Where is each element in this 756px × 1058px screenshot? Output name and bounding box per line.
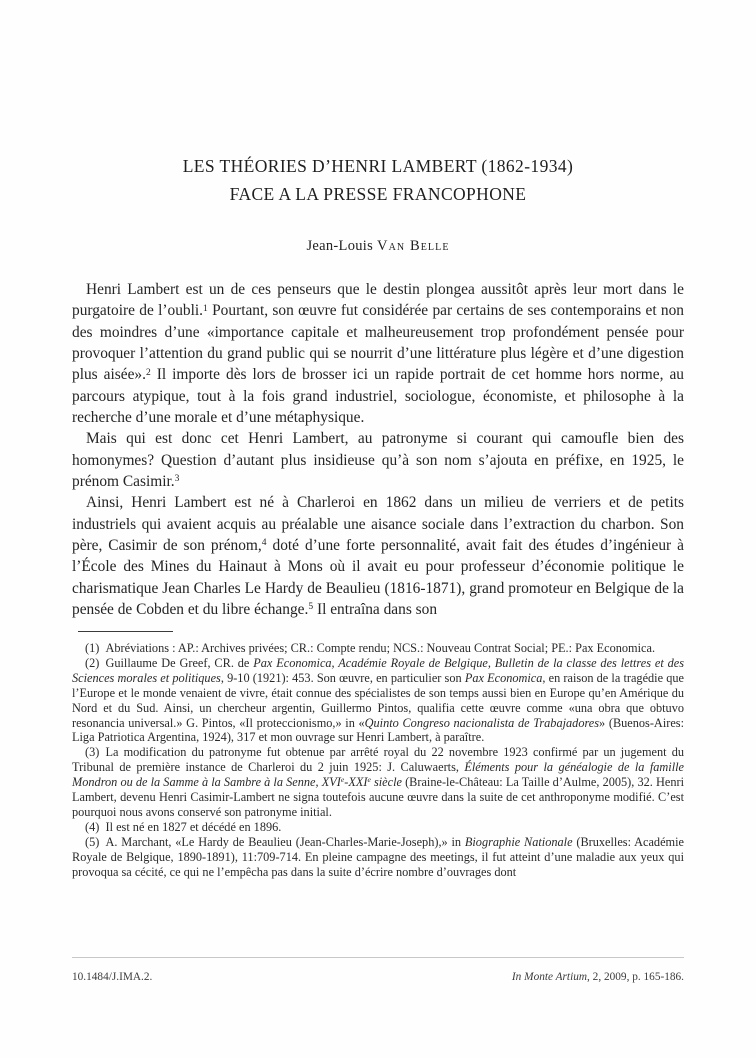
footnote-4: (4) Il est né en 1827 et décédé en 1896. xyxy=(85,819,282,834)
article-title xyxy=(72,152,684,208)
footnote-5: (5) A. Marchant, «Le Hardy de Beaulieu (Jean-Charles-Marie-Joseph),» in Biographie Nationale (Bruxelles: Académie Royale de Belgique, 1890-1891), 11:709-714. En pleine campagne des meetings, il fut atteint d’une maladie aux yeux qui provoqua sa cécité, ce qui ne l’empêcha pas dans la suite d’écrire nombre d’ouvrages dont xyxy=(72,834,684,879)
author-name xyxy=(72,238,684,255)
doi-reference: 10.1484/J.IMA.2. xyxy=(72,971,153,983)
page-footer xyxy=(72,957,684,983)
body-paragraph-3: Ainsi, Henri Lambert est né à Charleroi en 1862 dans un milieu de verriers et de petits industriels qui avaient acquis au préalable une aisance sociale dans l’extraction du charbon. Son père, Casimir de son prénom,$^4$ doté d’une forte personnalité, avait fait des études d’ingénieur à l’École des Mines du Hainaut à Mons où il avait eu pour professeur d’économie politique le charismatique Jean Charles Le Hardy de Beaulieu (1816-1871), grand promoteur en Belgique de la pensée de Cobden et du libre échange.$^5$ Il entraîna dans son xyxy=(72,494,684,619)
article-title-line-2: FACE A LA PRESSE FRANCOPHONE xyxy=(229,184,527,204)
body-paragraph-2: Mais qui est donc cet Henri Lambert, au patronyme si courant qui camoufle bien des homonymes? Question d’autant plus insidieuse qu’à son nom s’ajouta en préfixe, en 1925, le prénom Casimir.$^3$ xyxy=(72,430,684,491)
footnote-separator-rule xyxy=(78,631,173,632)
footnote-1: (1) Abréviations : AP.: Archives privées; CR.: Compte rendu; NCS.: Nouveau Contrat Social; PE.: Pax Economica. xyxy=(85,641,656,655)
author-given-name: Jean-Louis xyxy=(306,238,374,254)
footer-row xyxy=(72,971,684,983)
title-block xyxy=(72,152,684,255)
footnotes-list xyxy=(72,641,684,880)
footnotes-section xyxy=(72,631,684,880)
article-body xyxy=(72,279,684,621)
author-family-name: Van Belle xyxy=(377,238,450,254)
article-title-line-1: LES THÉORIES D’HENRI LAMBERT (1862-1934) xyxy=(182,156,574,176)
footnote-2: (2) Guillaume De Greef, CR. de Pax Economica, Académie Royale de Belgique, Bulletin de la classe des lettres et des Sciences morales et politiques, 9-10 (1921): 453. Son œuvre, en particulier son Pax Economica, en raison de la tragédie que l’Europe et le monde venaient de vivre, était connue des spécialistes de son temps aussi bien en Europe qu’en Amérique du Nord et du Sud. Ainsi, un chercheur argentin, Guillermo Pintos, qualifia cette œuvre comme «una obra que obtuvo resonancia universal.» G. Pintos, «Il proteccionismo,» in «Quinto Congreso nacionalista de Trabajadores» (Buenos-Aires: Liga Patriotica Argentina, 1924), 317 et mon ouvrage sur Henri Lambert, à paraître. xyxy=(72,655,684,745)
footer-separator-rule xyxy=(72,957,684,958)
journal-citation: In Monte Artium, 2, 2009, p. 165-186. xyxy=(511,971,684,983)
footnote-3: (3) La modification du patronyme fut obtenue par arrêté royal du 22 novembre 1923 confirmé par un jugement du Tribunal de première instance de Charleroi du 2 juin 1925: J. Caluwaerts, Éléments pour la généalogie de la famille Mondron ou de la Samme à la Sambre à la Senne, XVIe-XXIe siècle (Braine-le-Château: La Taille d’Aulme, 2005), 32. Henri Lambert, devenu Henri Casimir-Lambert ne signa toutefois aucune œuvre dans la suite de cet anthroponyme modifié. C’est pourquoi nous avons conservé son patronyme initial. xyxy=(72,745,684,819)
body-paragraph-1: Henri Lambert est un de ces penseurs que le destin plongea aussitôt après leur mort dans le purgatoire de l’oubli.$^1$ Pourtant, son œuvre fut considérée par certains de ses contemporains et non des moindres d’une «importance capitale et malheureusement trop profondément pensée pour provoquer l’attention du grand public qui se nourrit d’une littérature plus légère et d’une digestion plus aisée».$^2$ Il importe dès lors de brosser ici un rapide portrait de cet homme hors norme, au parcours atypique, tout à la fois grand industriel, sociologue, économiste, et philosophe à la recherche d’une morale et d’une métaphysique. xyxy=(72,281,685,427)
